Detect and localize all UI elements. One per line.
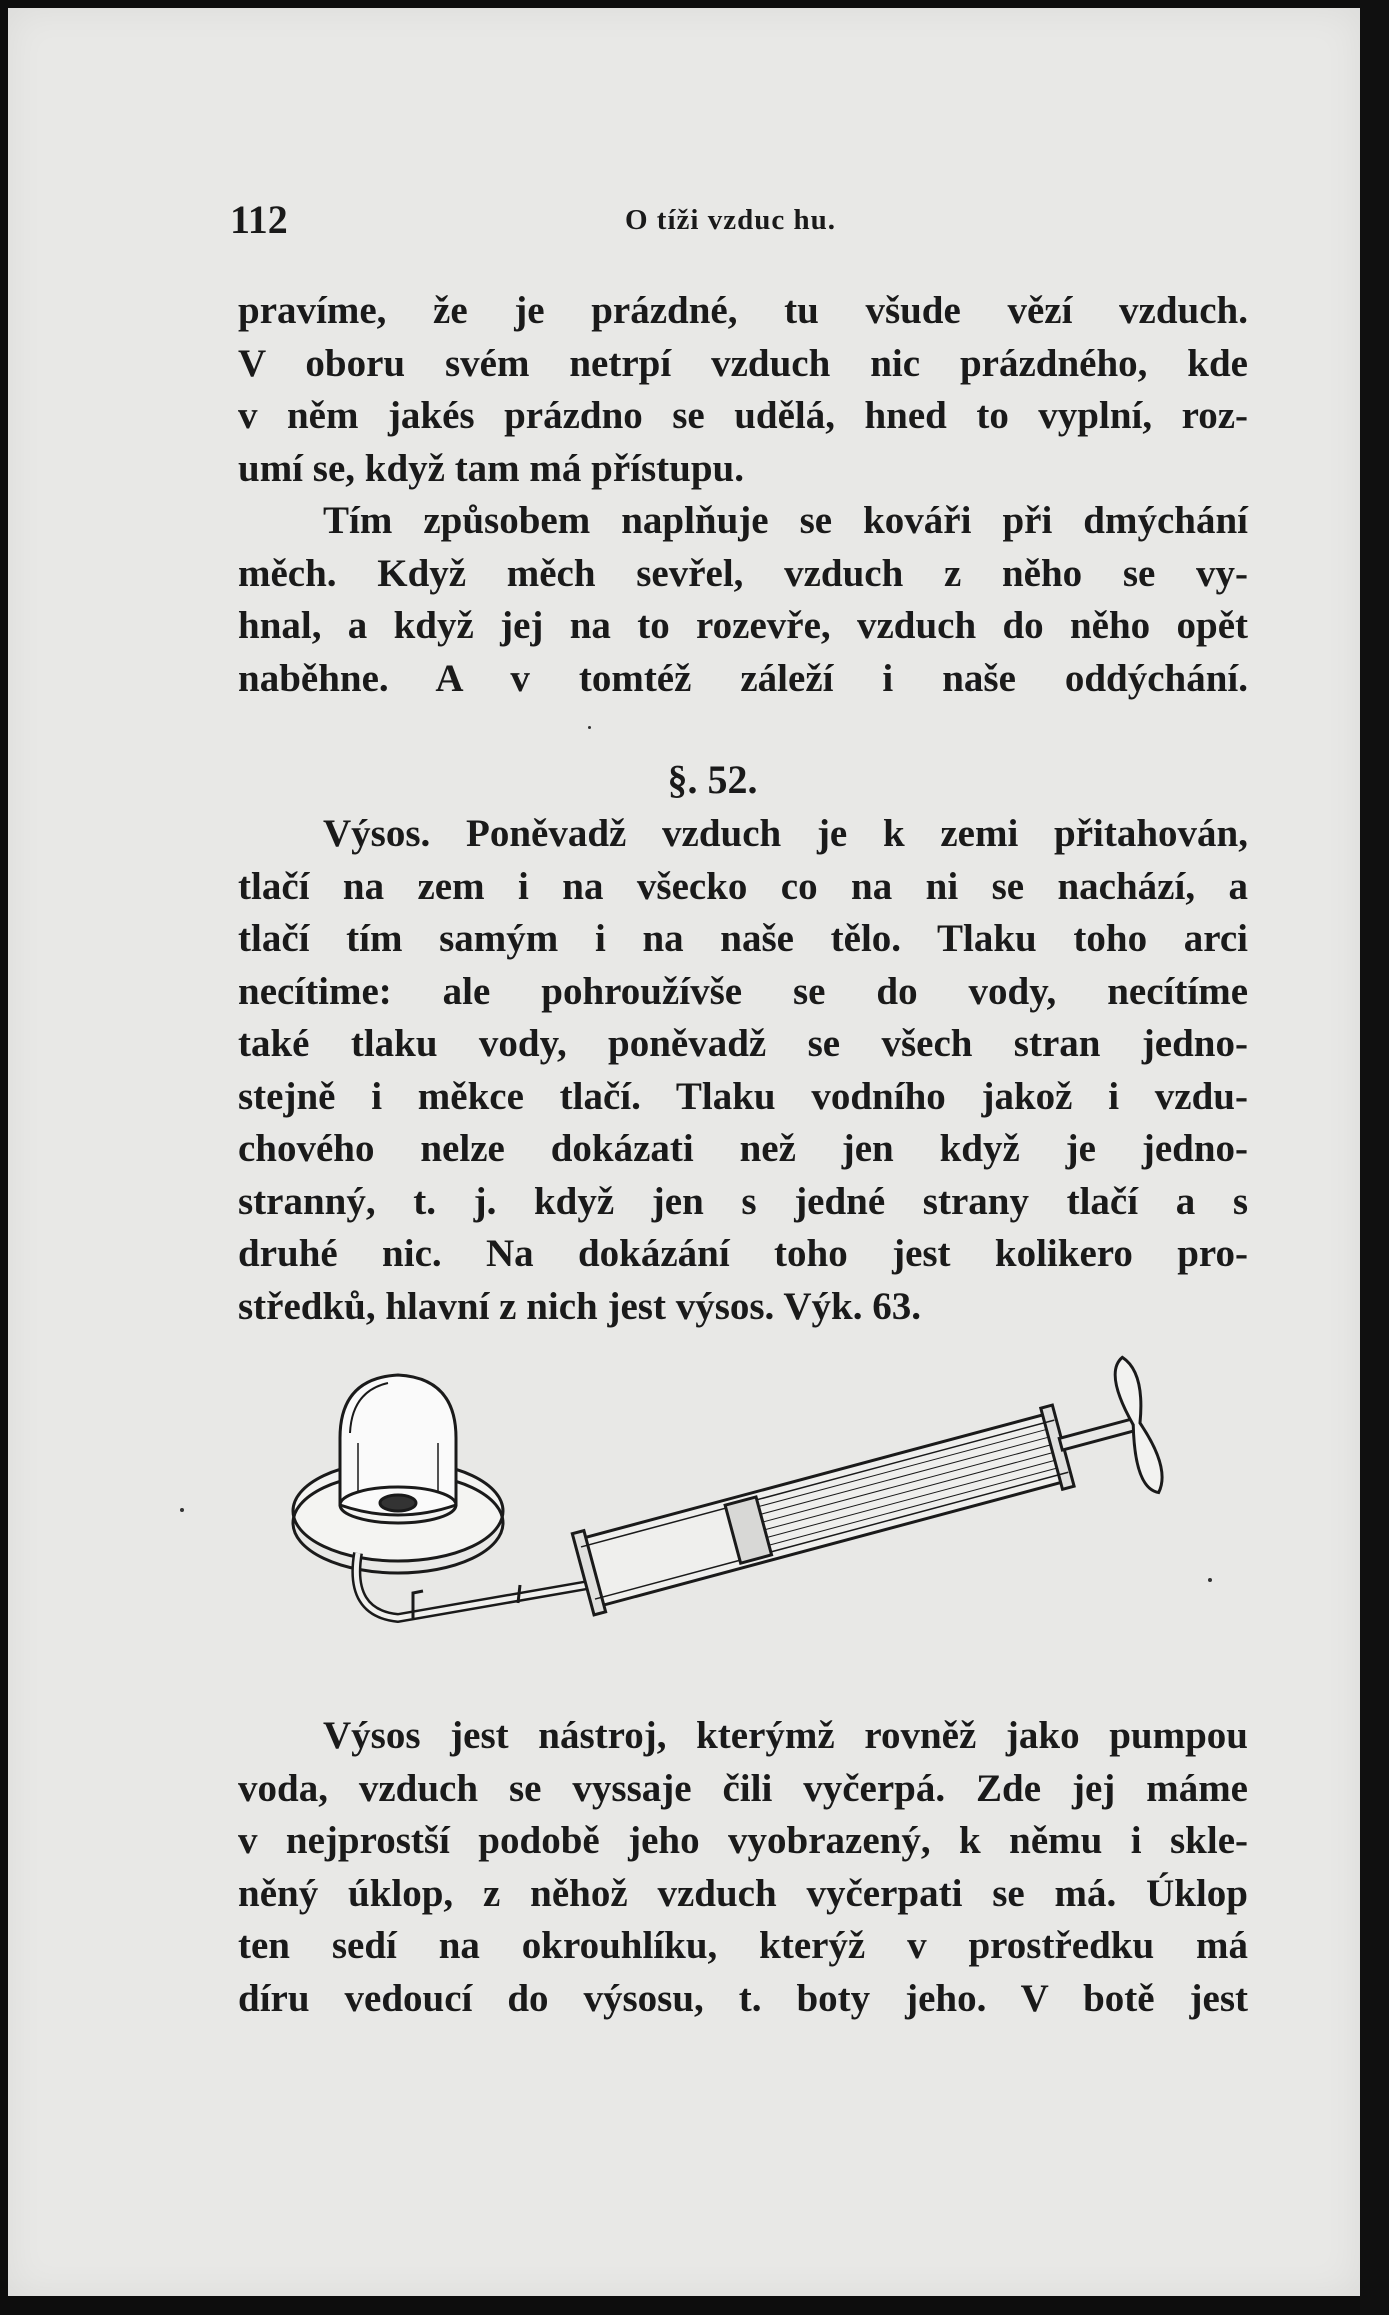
paragraph-4 <box>238 1710 1248 2025</box>
paragraph-2 <box>238 495 1248 705</box>
connecting-pipe <box>356 1553 588 1618</box>
text-line: chového nelze dokázati než jen když je jedno- <box>238 1127 1248 1170</box>
text-line: hnal, a když jej na to rozevře, vzduch do něho opět <box>238 604 1248 647</box>
text-line: druhé nic. Na dokázání toho jest kolikero pro- <box>238 1232 1248 1275</box>
text-line: Výsos. Poněvadž vzduch je k zemi přitahován, <box>323 812 1248 855</box>
text-line: tlačí na zem i na všecko co na ni se nachází, a <box>238 864 1248 908</box>
section-number: §. 52. <box>667 757 758 802</box>
paragraph-1 <box>238 285 1248 495</box>
text-line: ten sedí na okrouhlíku, kterýž v prostředku má <box>238 1924 1248 1967</box>
text-line: stranný, t. j. když jen s jedné strany tlačí a s <box>238 1179 1248 1223</box>
text-line: V oboru svém netrpí vzduch nic prázdného, kde <box>238 341 1248 385</box>
text-line: naběhne. A v tomtéž záleží i naše oddýchání. <box>238 656 1248 700</box>
text-line: voda, vzduch se vyssaje čili vyčerpá. Zde jej máme <box>238 1766 1248 1810</box>
paragraph-3 <box>238 808 1248 1333</box>
piston-rod <box>1059 1419 1135 1450</box>
text-line: také tlaku vody, poněvadž se všech stran jedno- <box>238 1022 1248 1065</box>
pump-cylinder <box>565 1355 1167 1642</box>
text-line: něný úklop, z něhož vzduch vyčerpati se má. Úklop <box>238 1871 1248 1915</box>
page-number: 112 <box>230 197 288 242</box>
air-pump-illustration <box>288 1353 1228 1683</box>
text-line: necítime: ale pohroužívše se do vody, necítíme <box>238 969 1248 1013</box>
running-title: O tíži vzduc hu. <box>625 204 836 236</box>
text-line: v nejprostší podobě jeho vyobrazený, k němu i skle- <box>238 1819 1248 1862</box>
text-line: díru vedoucí do výsosu, t. boty jeho. V botě jest <box>238 1976 1248 2020</box>
print-speck <box>180 1508 184 1512</box>
text-line: stejně i měkce tlačí. Tlaku vodního jakož i vzdu- <box>238 1074 1248 1118</box>
scan-edge <box>1360 0 1389 2315</box>
print-speck <box>588 726 591 729</box>
text-line: měch. Když měch sevřel, vzduch z něho se vy- <box>238 551 1248 595</box>
book-page <box>8 8 1360 2296</box>
text-line: umí se, když tam má přístupu. <box>238 446 744 490</box>
page-header <box>230 196 1200 246</box>
text-line: pravíme, že je prázdné, tu všude vězí vzduch. <box>238 289 1248 332</box>
text-line: tlačí tím samým i na naše tělo. Tlaku toho arci <box>238 917 1248 960</box>
text-line: Tím způsobem naplňuje se kováři při dmýchání <box>323 499 1248 542</box>
text-line: v něm jakés prázdno se udělá, hned to vyplní, roz- <box>238 394 1248 437</box>
text-line: Výsos jest nástroj, kterýmž rovněž jako pumpou <box>323 1714 1248 1757</box>
print-speck <box>1208 1578 1212 1582</box>
text-line: středků, hlavní z nich jest výsos. Výk. 63. <box>238 1284 921 1328</box>
